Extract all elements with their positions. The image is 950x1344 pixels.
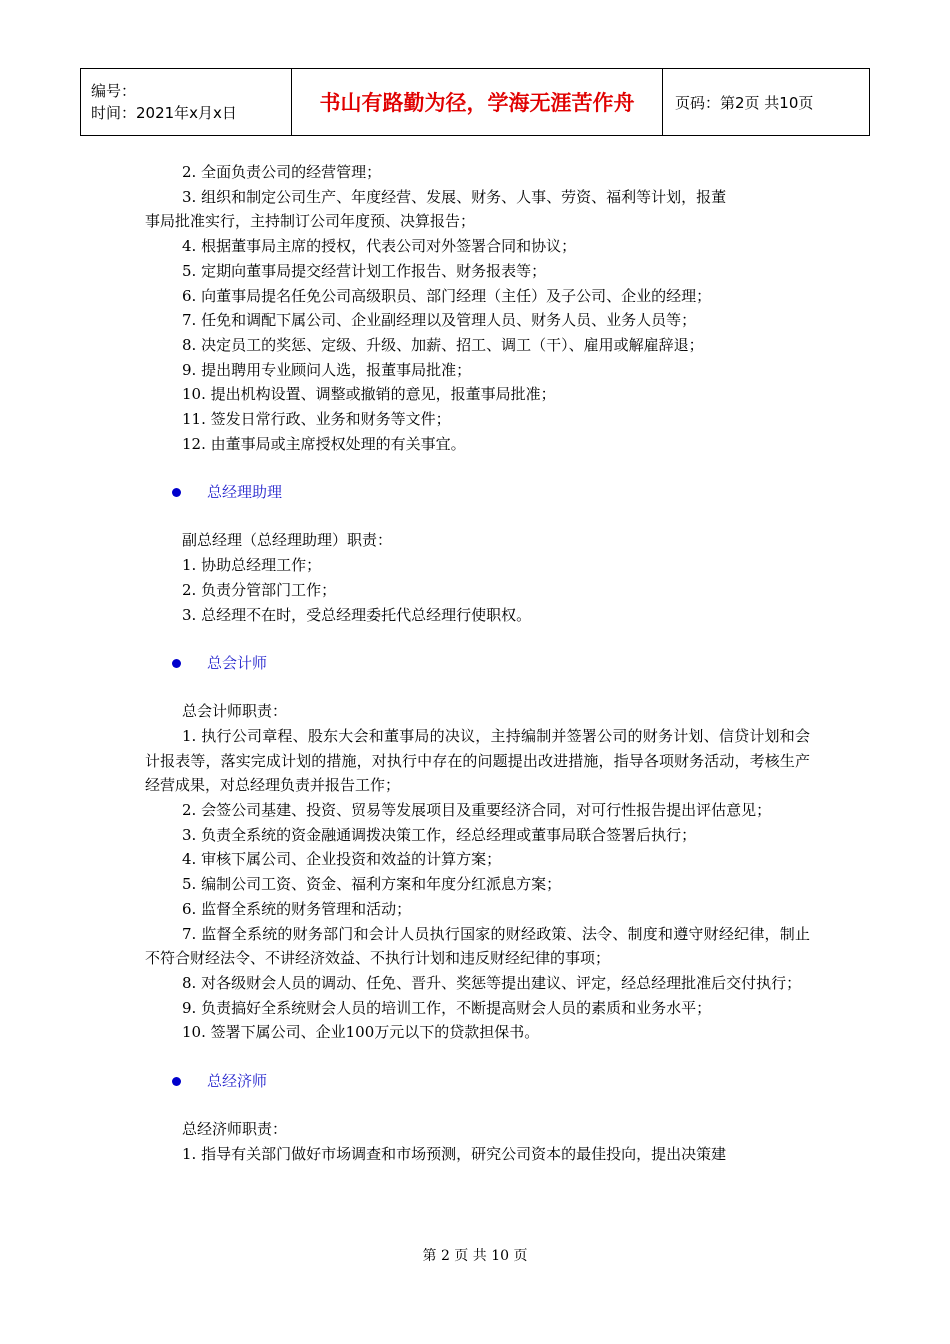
- list-item: 5. 定期向董事局提交经营计划工作报告、财务报表等；: [182, 261, 547, 280]
- list-item: 12. 由董事局或主席授权处理的有关事宜。: [182, 434, 466, 453]
- bullet-icon: [172, 1077, 181, 1086]
- list-item: 9. 提出聘用专业顾问人选，报董事局批准；: [182, 360, 472, 379]
- list-item: 5. 编制公司工资、资金、福利方案和年度分红派息方案；: [182, 875, 562, 894]
- list-item: 2. 负责分管部门工作；: [182, 580, 337, 599]
- section-intro: 总会计师职责：: [182, 702, 288, 721]
- list-item: 7. 监督全系统的财务部门和会计人员执行国家的财经政策、法令、制度和遵守财经纪律，制止不符合财经法令、不讲经济效益、不执行计划和违反财经纪律的事项；: [145, 924, 810, 968]
- page-footer: 第 2 页 共 10 页: [422, 1248, 528, 1264]
- document-body: [145, 160, 810, 1167]
- list-item: 4. 根据董事局主席的授权，代表公司对外签署合同和协议；: [182, 237, 577, 256]
- list-item: 6. 向董事局提名任免公司高级职员、部门经理（主任）及子公司、企业的经理；: [182, 286, 712, 305]
- bullet-icon: [172, 659, 181, 668]
- list-item: 2. 全面负责公司的经营管理；: [182, 163, 382, 181]
- list-item: 8. 对各级财会人员的调动、任免、晋升、奖惩等提出建议、评定，经总经理批准后交付执行；: [182, 973, 802, 992]
- section-intro: 总经济师职责：: [182, 1120, 288, 1139]
- section-heading-economist: [145, 1069, 810, 1093]
- list-item: 2. 会签公司基建、投资、贸易等发展项目及重要经济合同，对可行性报告提出评估意见；: [182, 801, 772, 820]
- bullet-icon: [172, 488, 181, 497]
- list-item: 10. 签署下属公司、企业100万元以下的贷款担保书。: [182, 1023, 540, 1042]
- list-item: 9. 负责搞好全系统财会人员的培训工作，不断提高财会人员的素质和业务水平；: [182, 998, 712, 1017]
- list-item: 1. 执行公司章程、股东大会和董事局的决议，主持编制并签署公司的财务计划、信贷计划和会计报表等，落实完成计划的措施，对执行中存在的问题提出改进措施，指导各项财务活动，考核生产经营成果，对总经理负责并报告工作；: [145, 726, 810, 795]
- document-number-label: 编号：: [91, 82, 137, 100]
- list-item: 3. 组织和制定公司生产、年度经营、发展、财务、人事、劳资、福利等计划，报董: [182, 187, 727, 206]
- list-item: 10. 提出机构设置、调整或撤销的意见，报董事局批准；: [182, 385, 556, 404]
- list-item: 3. 总经理不在时，受总经理委托代总经理行使职权。: [182, 605, 532, 624]
- list-item: 8. 决定员工的奖惩、定级、升级、加薪、招工、调工（干）、雇用或解雇辞退；: [182, 335, 704, 354]
- section-heading-text: 总经理助理: [207, 483, 283, 502]
- list-item: 11. 签发日常行政、业务和财务等文件；: [182, 410, 451, 429]
- header-motto: 书山有路勤为径，学海无涯苦作舟: [292, 69, 663, 136]
- section-heading-text: 总会计师: [207, 653, 268, 672]
- document-header: [80, 68, 870, 136]
- list-item: 7. 任免和调配下属公司、企业副经理以及管理人员、财务人员、业务人员等；: [182, 311, 697, 330]
- section-heading-assistant: [145, 480, 810, 504]
- section-heading-accountant: [145, 651, 810, 675]
- list-item: 6. 监督全系统的财务管理和活动；: [182, 899, 412, 918]
- list-item: 3. 负责全系统的资金融通调拨决策工作，经总经理或董事局联合签署后执行；: [182, 825, 697, 844]
- list-item: 1. 协助总经理工作；: [182, 556, 322, 575]
- section-heading-text: 总经济师: [207, 1071, 268, 1090]
- list-item: 4. 审核下属公司、企业投资和效益的计算方案；: [182, 850, 502, 869]
- header-meta-cell: [81, 69, 292, 136]
- section-intro: 副总经理（总经理助理）职责：: [182, 531, 393, 550]
- list-item-continuation: 事局批准实行，主持制订公司年度预、决算报告；: [145, 212, 476, 231]
- document-date-label: 时间：2021年x月x日: [91, 104, 237, 122]
- list-item: 1. 指导有关部门做好市场调查和市场预测，研究公司资本的最佳投向，提出决策建: [182, 1144, 727, 1163]
- header-page-info: 页码：第2页 共10页: [663, 69, 870, 136]
